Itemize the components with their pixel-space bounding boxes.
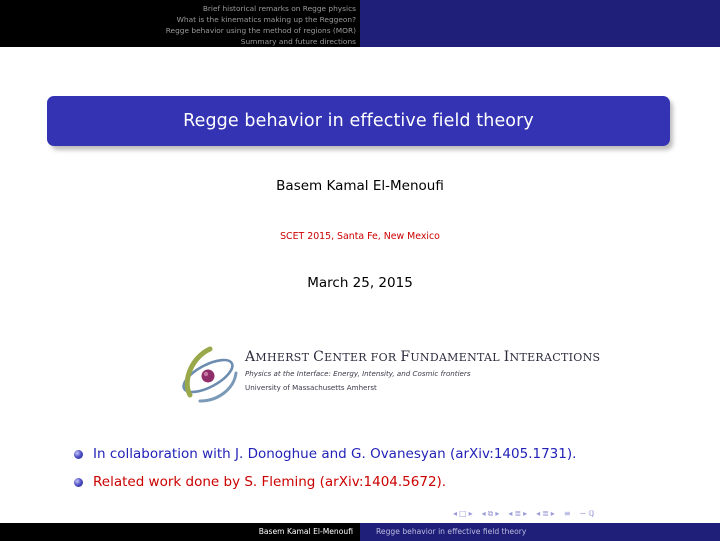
header-right-panel [360, 0, 720, 47]
related-work-text: Related work done by S. Fleming (arXiv:1404.5672). [93, 474, 447, 490]
subsection-icon[interactable]: ⧉ [487, 509, 494, 518]
atom-emblem-icon [178, 343, 244, 405]
document-icon[interactable]: ≣ [542, 509, 549, 518]
collaboration-text: In collaboration with J. Donoghue and G. Ovanesyan (arXiv:1405.1731). [93, 446, 577, 462]
nav-item-historical-remarks[interactable]: Brief historical remarks on Regge physics [202, 4, 356, 13]
align-icon[interactable]: ≡ [563, 509, 571, 518]
section-next-icon[interactable]: ▸ [523, 509, 528, 518]
bullet-ball-icon [74, 450, 83, 459]
beamer-nav-symbols [453, 508, 597, 520]
logo-subtitle: Physics at the Interface: Energy, Intensity, and Cosmic frontiers [245, 369, 471, 378]
zoom-icon[interactable]: ℚ [588, 509, 595, 518]
nav-item-summary[interactable]: Summary and future directions [240, 37, 356, 46]
footer-title: Regge behavior in effective field theory [376, 527, 527, 536]
section-prev-icon[interactable]: ◂ [508, 509, 513, 518]
title-box [47, 96, 670, 146]
frame-next-icon[interactable]: ▸ [468, 509, 473, 518]
document-prev-icon[interactable]: ◂ [536, 509, 541, 518]
conference-name: SCET 2015, Santa Fe, New Mexico [280, 231, 440, 242]
frame-icon[interactable]: □ [459, 509, 467, 518]
author-name: Basem Kamal El-Menoufi [276, 178, 444, 194]
footer-bar [0, 523, 720, 541]
bullet-ball-icon [74, 478, 83, 487]
search-icon[interactable]: ∽ [579, 509, 587, 518]
slide-title: Regge behavior in effective field theory [183, 111, 534, 131]
acfi-logo [178, 343, 601, 405]
document-next-icon[interactable]: ▸ [550, 509, 555, 518]
section-nav [0, 3, 356, 47]
footer-author: Basem Kamal El-Menoufi [258, 527, 353, 536]
presentation-date: March 25, 2015 [307, 275, 413, 291]
frame-prev-icon[interactable]: ◂ [453, 509, 458, 518]
nav-item-method-of-regions[interactable]: Regge behavior using the method of regions (MOR) [165, 26, 356, 35]
subsection-prev-icon[interactable]: ◂ [481, 509, 486, 518]
nav-item-kinematics[interactable]: What is the kinematics making up the Reggeon? [176, 15, 356, 24]
header-bar [0, 0, 720, 47]
section-icon[interactable]: ≣ [514, 509, 522, 518]
logo-affiliation: University of Massachusetts Amherst [245, 383, 377, 392]
logo-title: AMHERST CENTER FOR FUNDAMENTAL INTERACTIONS [245, 349, 601, 365]
subsection-next-icon[interactable]: ▸ [495, 509, 500, 518]
